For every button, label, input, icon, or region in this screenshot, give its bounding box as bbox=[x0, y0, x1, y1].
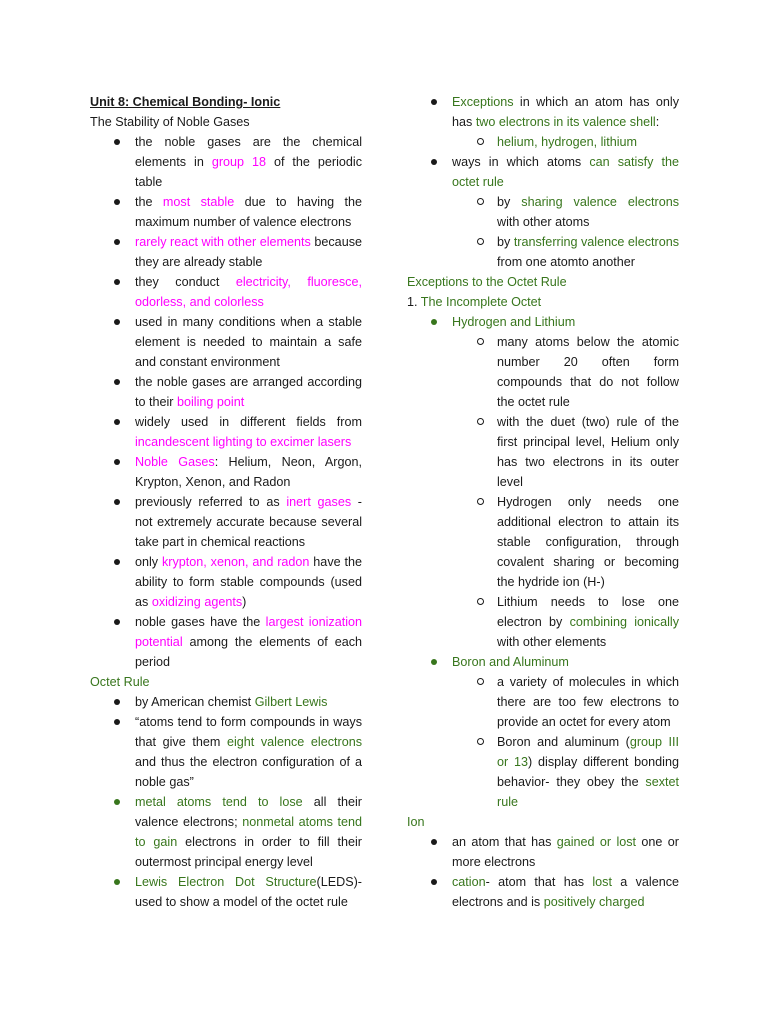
sub-list-item: Hydrogen only needs one additional electron to attain its stable configuration, through covalent sharing or becoming the hydride ion (H-) bbox=[407, 492, 679, 592]
list-item: they conduct electricity, fluoresce, odorless, and colorless bbox=[90, 272, 362, 312]
subsection-incomplete-octet: 1. The Incomplete Octet bbox=[407, 295, 542, 309]
list-item: the most stable due to having the maximum number of valence electrons bbox=[90, 192, 362, 232]
incomplete-octet-list bbox=[407, 312, 679, 812]
list-item: previously referred to as inert gases - not extremely accurate because several take part in chemical reactions bbox=[90, 492, 362, 552]
list-item: Hydrogen and Lithium bbox=[407, 312, 679, 332]
list-item: Boron and Aluminum bbox=[407, 652, 679, 672]
section-heading-exceptions: Exceptions to the Octet Rule bbox=[407, 275, 567, 289]
list-item: ways in which atoms can satisfy the octet rule bbox=[407, 152, 679, 192]
list-item: only krypton, xenon, and radon have the ability to form stable compounds (used as oxidizing agents) bbox=[90, 552, 362, 612]
list-item: Lewis Electron Dot Structure(LEDS)- used to show a model of the octet rule bbox=[90, 872, 362, 912]
list-item: widely used in different fields from incandescent lighting to excimer lasers bbox=[90, 412, 362, 452]
sub-list-item: helium, hydrogen, lithium bbox=[407, 132, 679, 152]
octet-rule-list bbox=[90, 692, 362, 912]
left-column bbox=[90, 92, 362, 912]
section-heading-ion: Ion bbox=[407, 815, 425, 829]
sub-list-item: by sharing valence electrons with other atoms bbox=[407, 192, 679, 232]
exceptions-list bbox=[407, 92, 679, 272]
list-item: cation- atom that has lost a valence electrons and is positively charged bbox=[407, 872, 679, 912]
list-item: an atom that has gained or lost one or more electrons bbox=[407, 832, 679, 872]
sub-list-item: by transferring valence electrons from one atomto another bbox=[407, 232, 679, 272]
right-column bbox=[407, 92, 679, 912]
noble-gases-list bbox=[90, 132, 362, 672]
sub-list-item: Boron and aluminum (group III or 13) display different bonding behavior- they obey the sextet rule bbox=[407, 732, 679, 812]
list-item: Noble Gases: Helium, Neon, Argon, Krypton, Xenon, and Radon bbox=[90, 452, 362, 492]
sub-list-item: many atoms below the atomic number 20 often form compounds that do not follow the octet rule bbox=[407, 332, 679, 412]
list-item: “atoms tend to form compounds in ways that give them eight valence electrons and thus the electron configuration of a noble gas” bbox=[90, 712, 362, 792]
sub-list-item: Lithium needs to lose one electron by combining ionically with other elements bbox=[407, 592, 679, 652]
sub-list-item: with the duet (two) rule of the first principal level, Helium only has two electrons in its outer level bbox=[407, 412, 679, 492]
document-title: Unit 8: Chemical Bonding- Ionic bbox=[90, 95, 281, 109]
list-item: the noble gases are arranged according to their boiling point bbox=[90, 372, 362, 412]
section-heading-noble-gases: The Stability of Noble Gases bbox=[90, 115, 250, 129]
list-item: Exceptions in which an atom has only has two electrons in its valence shell: bbox=[407, 92, 679, 132]
ion-list bbox=[407, 832, 679, 912]
list-item: used in many conditions when a stable element is needed to maintain a safe and constant environment bbox=[90, 312, 362, 372]
list-item: metal atoms tend to lose all their valence electrons; nonmetal atoms tend to gain electrons in order to fill their outermost principal energy level bbox=[90, 792, 362, 872]
section-heading-octet-rule: Octet Rule bbox=[90, 675, 150, 689]
list-item: the noble gases are the chemical elements in group 18 of the periodic table bbox=[90, 132, 362, 192]
list-item: rarely react with other elements because they are already stable bbox=[90, 232, 362, 272]
list-item: by American chemist Gilbert Lewis bbox=[90, 692, 362, 712]
sub-list-item: a variety of molecules in which there are too few electrons to provide an octet for every atom bbox=[407, 672, 679, 732]
list-item: noble gases have the largest ionization potential among the elements of each period bbox=[90, 612, 362, 672]
